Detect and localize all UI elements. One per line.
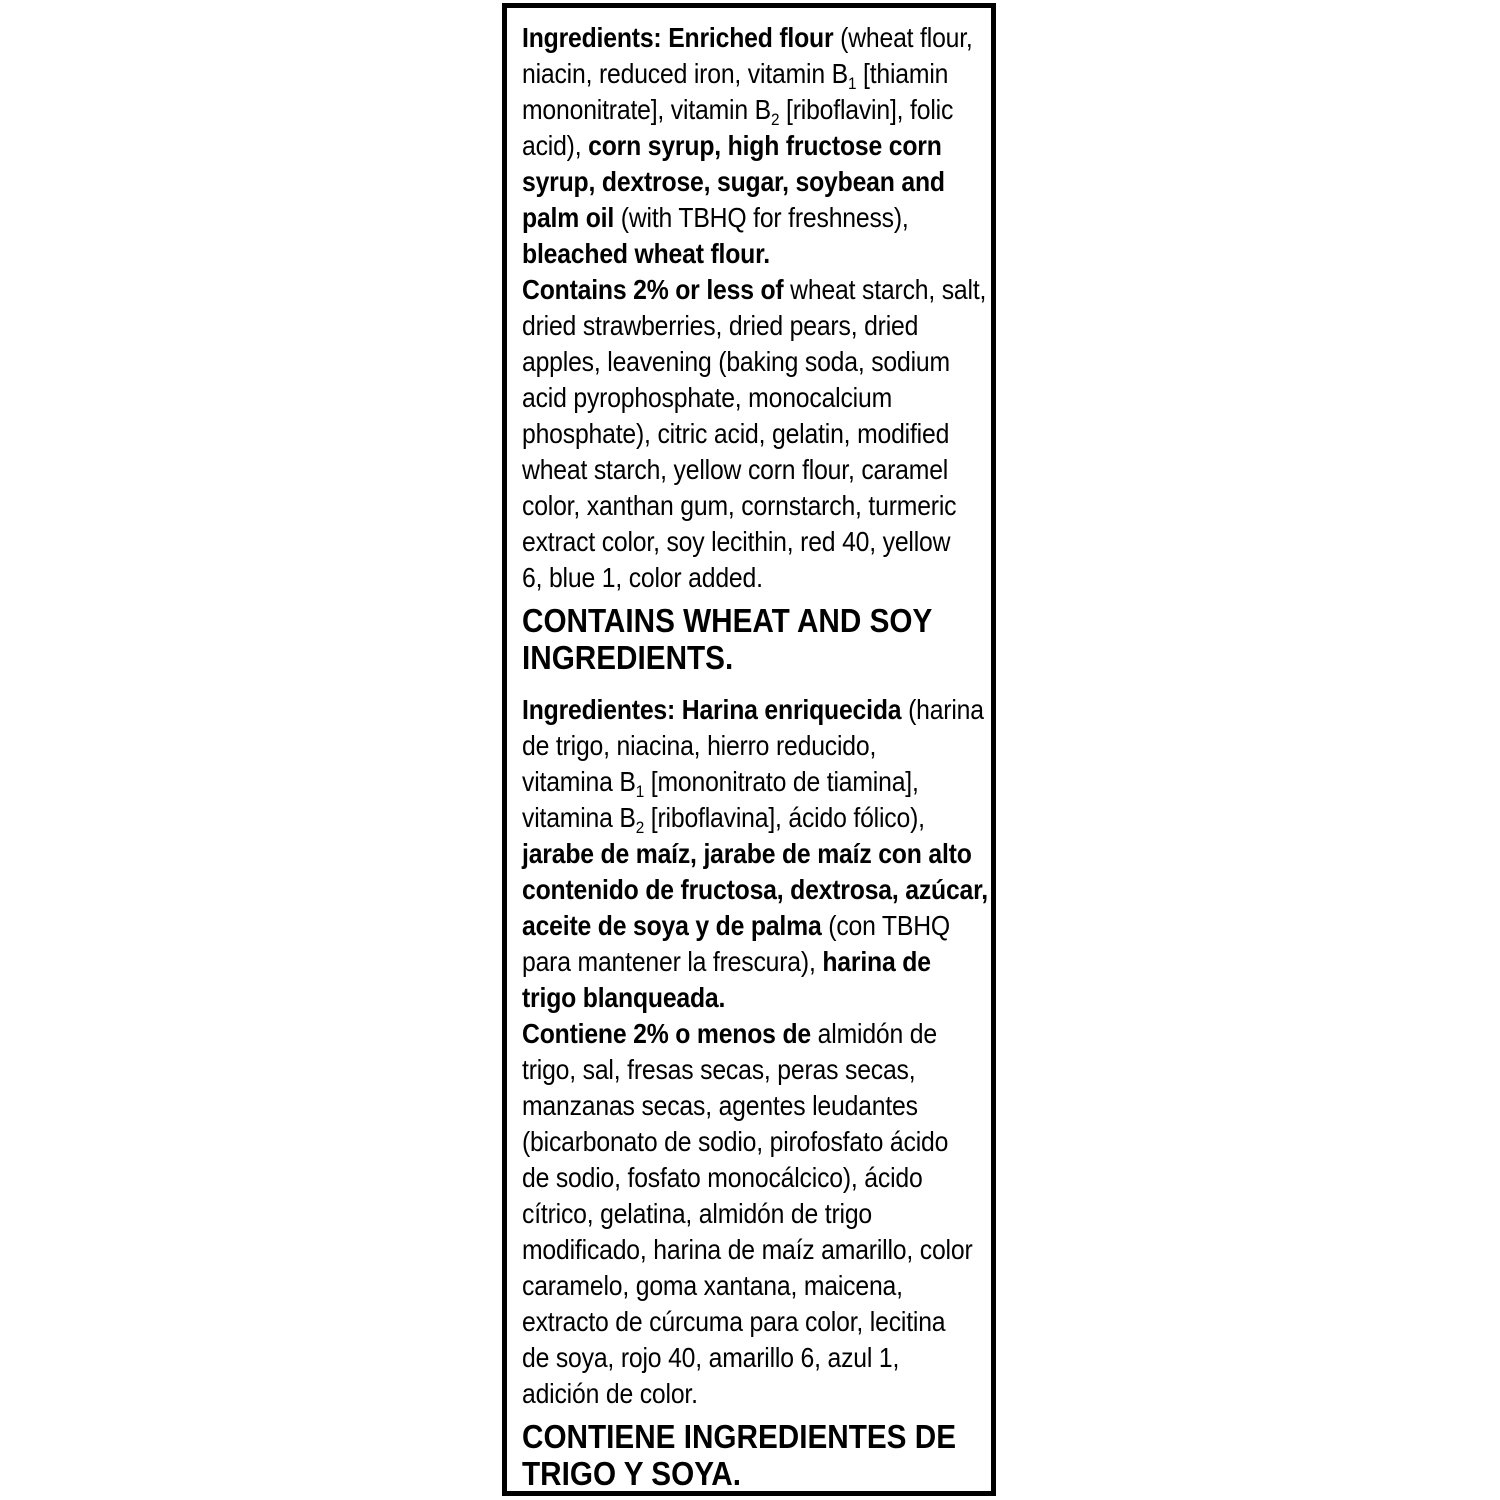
english-allergen-statement: CONTAINS WHEAT AND SOY INGREDIENTS. [522,602,933,676]
list-item: acid pyrophosphate, monocalcium [522,382,893,413]
list-item: de soya, rojo 40, amarillo 6, azul 1, [522,1342,900,1373]
spanish-allergen-statement: CONTIENE INGREDIENTES DE TRIGO Y SOYA. [522,1418,957,1492]
list-item: color, xanthan gum, cornstarch, turmeric [522,490,957,521]
list-item: dried strawberries, dried pears, dried [522,310,919,341]
spanish-ingredients-heading: Ingredientes: [522,694,676,725]
list-item: trigo, sal, fresas secas, peras secas, [522,1054,916,1085]
list-item: modificado, harina de maíz amarillo, color [522,1234,973,1265]
list-item: extract color, soy lecithin, red 40, yellow [522,526,951,557]
list-item: manzanas secas, agentes leudantes [522,1090,918,1121]
english-enriched-flour: Enriched flour [668,22,834,53]
list-item: extracto de cúrcuma para color, lecitina [522,1306,946,1337]
list-item: wheat starch, yellow corn flour, caramel [522,454,949,485]
list-item: 6, blue 1, color added. [522,562,763,593]
english-minor-heading: Contains 2% or less of [522,274,784,305]
label-content [522,20,988,1492]
ingredients-label-panel [502,3,996,1496]
english-ingredients: Ingredients: Enriched flour (wheat flour, niacin, reduced iron, vitamin $B_1$ [thiamin mononitrate], vitamin $B_2$ [riboflavin], folic acid), corn syrup, high fructose corn syrup, dextrose, sugar, soybean and palm oil (with TBHQ for freshness), bleached wheat flour. Contains 2% or less of wheat starch, salt, dried strawberries, dried pears, dried apples, leavening (baking soda, sodium acid pyrophosphate, monocalcium phosphate), citric acid, gelatin, modified wheat starch, yellow corn flour, caramel color, xanthan gum, cornstarch, turmeric extract color, soy lecithin, red 40, yellow 6, blue 1, color added. [522,20,972,596]
list-item: apples, leavening (baking soda, sodium [522,346,950,377]
list-item: cítrico, gelatina, almidón de trigo [522,1198,873,1229]
spanish-minor-heading: Contiene 2% o menos de [522,1018,811,1049]
list-item: (bicarbonato de sodio, pirofosfato ácido [522,1126,949,1157]
spanish-ingredients: Ingredientes: Harina enriquecida (harina de trigo, niacina, hierro reducido, vitamina $B_1$ [mononitrato de tiamina], vitamina $B_2$ [riboflavina], ácido fólico), jarabe de maíz, jarabe de maíz con alto contenido de fructosa, dextrosa, azúcar, aceite de soya y de palma (con TBHQ para mantener la frescura), harina de trigo blanqueada. Contiene 2% o menos de almidón de trigo, sal, fresas secas, peras secas, manzanas secas, agentes leudantes (bicarbonato de sodio, pirofosfato ácido de sodio, fosfato monocálcico), ácido cítrico, gelatina, almidón de trigo modificado, harina de maíz amarillo, color caramelo, goma xantana, maicena, extracto de cúrcuma para color, lecitina de soya, rojo 40, amarillo 6, azul 1, adición de color. [522,692,972,1412]
list-item: phosphate), citric acid, gelatin, modified [522,418,950,449]
english-ingredients-heading: Ingredients: [522,22,662,53]
spanish-enriched-flour: Harina enriquecida [681,694,902,725]
list-item: caramelo, goma xantana, maicena, [522,1270,903,1301]
list-item: adición de color. [522,1378,698,1409]
list-item: de sodio, fosfato monocálcico), ácido [522,1162,923,1193]
